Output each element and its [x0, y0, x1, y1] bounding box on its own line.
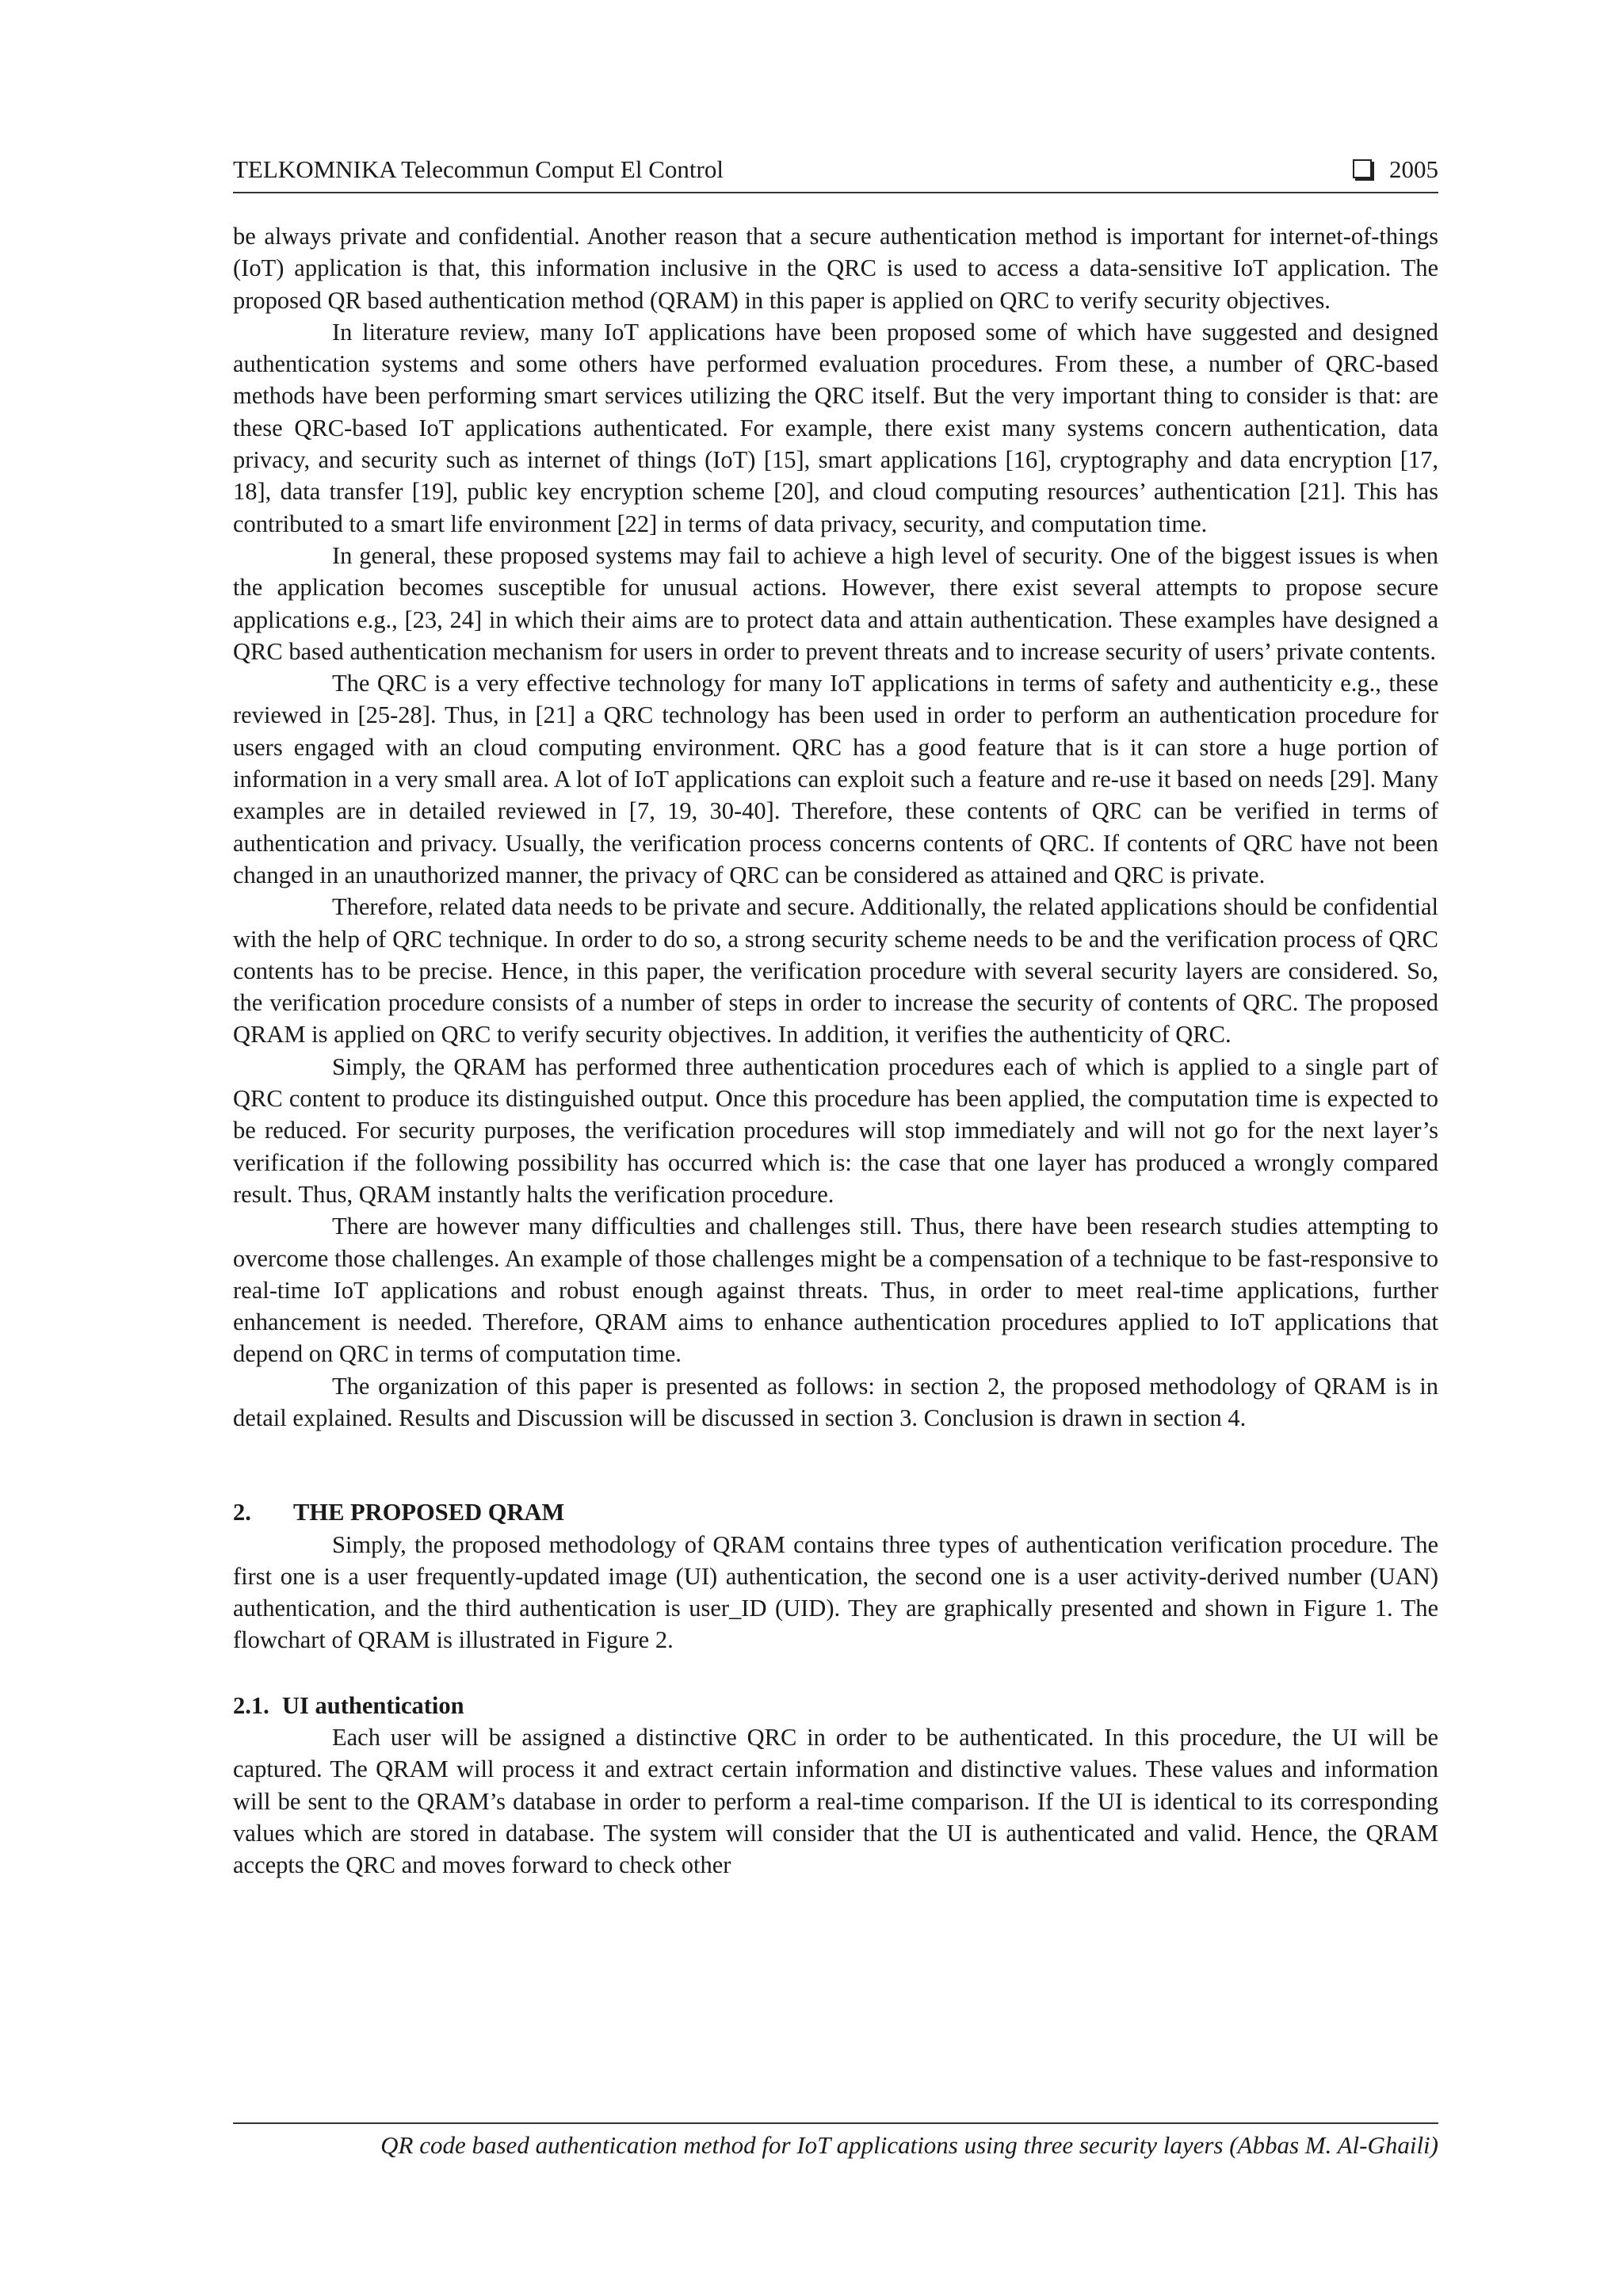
paragraph: Simply, the QRAM has performed three authentication procedures each of which is applied to a single part of QRC content to produce its distinguished output. Once this procedure has been applied, the computation time is expected to be reduced. For security purposes, the verification procedures will stop immediately and will not go for the next layer’s verification if the following possibility has occurred which is: the case that one layer has produced a wrongly compared result. Thus, QRAM instantly halts the verification procedure.	[233, 1052, 1438, 1208]
paragraph: In literature review, many IoT applications have been proposed some of which have suggested and designed authentication systems and some others have performed evaluation procedures. From these, a number of QRC-based methods have been performing smart services utilizing the QRC itself. But the very important thing to consider is that: are these QRC-based IoT applications authenticated. For example, there exist many systems concern authentication, data privacy, and security such as internet of things (IoT) [15], smart applications [16], cryptography and data encryption [17, 18], data transfer [19], public key encryption scheme [20], and cloud computing resources’ authentication [21]. This has contributed to a smart life environment [22] in terms of data privacy, security, and computation time.	[233, 318, 1438, 537]
subsection-number: 2.1.	[233, 1691, 269, 1719]
journal-title: TELKOMNIKA Telecommun Comput El Control	[233, 155, 724, 183]
section-title: THE PROPOSED QRAM	[293, 1499, 565, 1526]
page-number: 2005	[1389, 155, 1438, 183]
paragraph: Simply, the proposed methodology of QRAM contains three types of authentication verification procedure. The first one is a user frequently-updated image (UI) authentication, the second one is a user activity-derived number (UAN) authentication, and the third authentication is user_ID (UID). They are graphically presented and shown in Figure 1. The flowchart of QRAM is illustrated in Figure 2.	[233, 1530, 1438, 1654]
running-title: QR code based authentication method for IoT applications using three security layers (Abbas M. Al-Ghaili)	[380, 2131, 1438, 2159]
subsection-title: UI authentication	[282, 1691, 464, 1719]
paragraph: In general, these proposed systems may fail to achieve a high level of security. One of the biggest issues is when the application becomes susceptible for unusual actions. However, there exist several attempts to propose secure applications e.g., [23, 24] in which their aims are to protect data and attain authentication. These examples have designed a QRC based authentication mechanism for users in order to prevent threats and to increase security of users’ private contents.	[233, 541, 1438, 665]
paragraph: The QRC is a very effective technology for many IoT applications in terms of safety and authenticity e.g., these reviewed in [25-28]. Thus, in [21] a QRC technology has been used in order to perform an authentication procedure for users engaged with an cloud computing environment. QRC has a good feature that is it can store a huge portion of information in a very small area. A lot of IoT applications can exploit such a feature and re-use it based on needs [29]. Many examples are in detailed reviewed in [7, 19, 30-40]. Therefore, these contents of QRC can be verified in terms of authentication and privacy. Usually, the verification process concerns contents of QRC. If contents of QRC have not been changed in an unauthorized manner, the privacy of QRC can be considered as attained and QRC is private.	[233, 670, 1438, 888]
paragraph-continued: be always private and confidential. Another reason that a secure authentication method is important for internet-of-things (IoT) application is that, this information inclusive in the QRC is used to access a data-sensitive IoT application. The proposed QR based authentication method (QRAM) in this paper is applied on QRC to verify security objectives.	[233, 223, 1438, 314]
paragraph: Each user will be assigned a distinctive QRC in order to be authenticated. In this procedure, the UI will be captured. The QRAM will process it and extract certain information and distinctive values. These values and information will be sent to the QRAM’s database in order to perform a real-time comparison. If the UI is identical to its corresponding values which are stored in database. The system will consider that the UI is authenticated and valid. Hence, the QRAM accepts the QRC and moves forward to check other	[233, 1724, 1438, 1879]
paragraph: There are however many difficulties and challenges still. Thus, there have been research studies attempting to overcome those challenges. An example of those challenges might be a compensation of a technique to be fast-responsive to real-time IoT applications and robust enough against threats. Thus, in order to meet real-time applications, further enhancement is needed. Therefore, QRAM aims to enhance authentication procedures applied to IoT applications that depend on QRC in terms of computation time.	[233, 1213, 1438, 1368]
paragraph: The organization of this paper is presented as follows: in section 2, the proposed methodology of QRAM is in detail explained. Results and Discussion will be discussed in section 3. Conclusion is drawn in section 4.	[233, 1372, 1438, 1431]
subsection-heading	[233, 1690, 1438, 1721]
section-heading	[233, 1496, 1438, 1528]
page-number-group	[1353, 155, 1438, 184]
page-header	[233, 152, 1438, 193]
section-number: 2.	[233, 1499, 251, 1526]
shadow-box-icon	[1353, 159, 1372, 178]
main-text	[233, 220, 1438, 1881]
page-footer	[233, 2122, 1438, 2160]
paragraph: Therefore, related data needs to be private and secure. Additionally, the related applications should be confidential with the help of QRC technique. In order to do so, a strong security scheme needs to be and the verification process of QRC contents has to be precise. Hence, in this paper, the verification procedure with several security layers are considered. So, the verification procedure consists of a number of steps in order to increase the security of contents of QRC. The proposed QRAM is applied on QRC to verify security objectives. In addition, it verifies the authenticity of QRC.	[233, 893, 1438, 1049]
